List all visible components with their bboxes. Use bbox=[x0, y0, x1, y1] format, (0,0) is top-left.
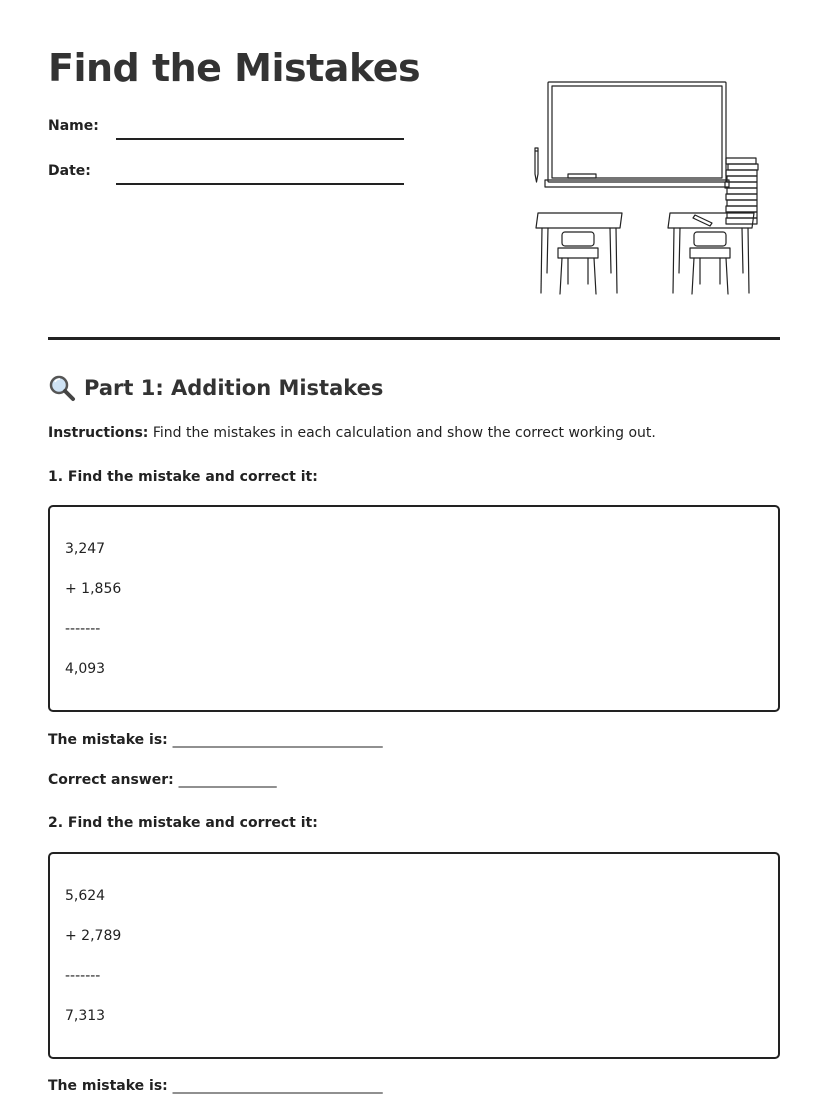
question-2-heading: 2. Find the mistake and correct it: bbox=[48, 815, 318, 831]
correct-label: Correct answer: bbox=[48, 772, 174, 788]
instructions-label: Instructions: bbox=[48, 425, 149, 441]
calc-line: 5,624 bbox=[65, 888, 106, 904]
calc-line: ------- bbox=[65, 968, 101, 984]
name-label: Name: bbox=[48, 118, 99, 134]
magnifying-glass-icon bbox=[48, 374, 76, 402]
question-1-mistake-answer[interactable] bbox=[48, 732, 383, 748]
mistake-blank[interactable]: ______________________________ bbox=[172, 732, 383, 748]
instructions-text: Find the mistakes in each calculation and show the correct working out. bbox=[148, 425, 656, 441]
calc-line: + 1,856 bbox=[65, 581, 122, 597]
calc-line: 4,093 bbox=[65, 661, 106, 677]
calc-line: 3,247 bbox=[65, 541, 106, 557]
classroom-illustration bbox=[528, 78, 764, 298]
section-divider bbox=[48, 337, 780, 340]
question-1-calculation-box bbox=[48, 505, 780, 712]
part1-title: Part 1: Addition Mistakes bbox=[84, 376, 384, 400]
correct-blank[interactable]: ______________ bbox=[178, 772, 277, 788]
date-field[interactable] bbox=[116, 183, 404, 185]
mistake-label: The mistake is: bbox=[48, 732, 168, 748]
mistake-blank[interactable]: ______________________________ bbox=[172, 1078, 383, 1094]
question-1-heading: 1. Find the mistake and correct it: bbox=[48, 469, 318, 485]
name-field[interactable] bbox=[116, 138, 404, 140]
part1-heading bbox=[48, 374, 383, 402]
question-2-mistake-answer[interactable] bbox=[48, 1078, 383, 1094]
date-label: Date: bbox=[48, 163, 91, 179]
calc-line: + 2,789 bbox=[65, 928, 122, 944]
mistake-label: The mistake is: bbox=[48, 1078, 168, 1094]
calc-line: ------- bbox=[65, 621, 101, 637]
question-2-calculation-box bbox=[48, 852, 780, 1059]
calc-line: 7,313 bbox=[65, 1008, 106, 1024]
question-1-correct-answer[interactable] bbox=[48, 772, 277, 788]
worksheet-title: Find the Mistakes bbox=[48, 46, 421, 90]
instructions bbox=[48, 425, 656, 441]
